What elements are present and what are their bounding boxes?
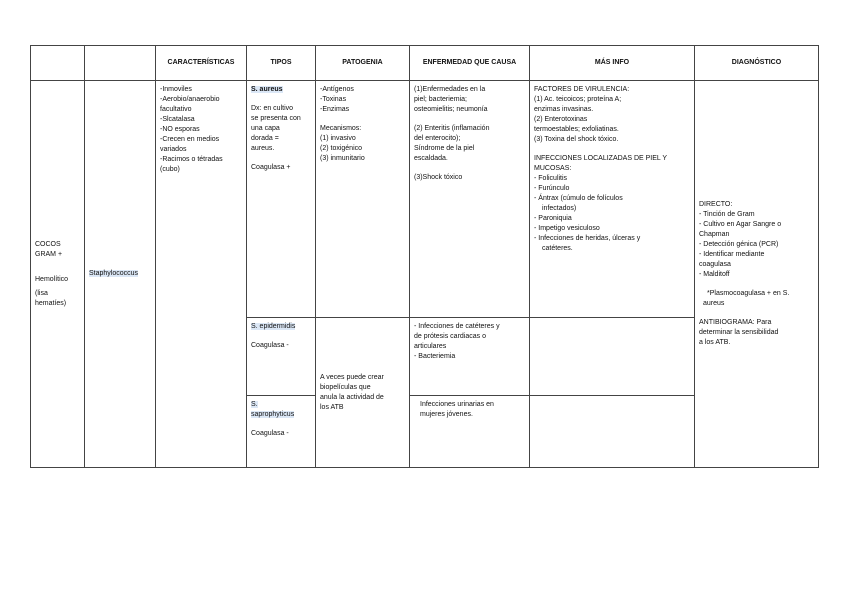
directo-5: - Identificar mediante: [699, 251, 765, 258]
group-line-2: GRAM +: [35, 250, 63, 258]
note-1: *Plasmocoagulasa + en S.: [707, 290, 790, 297]
epidermidis-coag: Coagulasa -: [251, 342, 289, 349]
car-6: -Crecen en medios: [160, 136, 220, 143]
enf-1a: (1)Enfermedades en la: [414, 86, 486, 93]
infeccion-5: - Paroniquia: [534, 215, 572, 222]
enf-1b: piel; bacteriemia;: [414, 96, 467, 103]
aureus-dx-2: se presenta con: [251, 115, 301, 122]
aureus-dx-1: Dx: en cultivo: [251, 105, 294, 112]
pat-item-2: -Toxinas: [320, 96, 347, 103]
enf-2d: escaldada.: [414, 155, 448, 162]
group-line-5: hematíes): [35, 299, 67, 307]
saprophyticus-coag: Coagulasa -: [251, 430, 289, 437]
infeccion-8: catéteres.: [542, 245, 573, 252]
infeccion-2: - Furúnculo: [534, 185, 570, 192]
tipo-aureus-name: S. aureus: [251, 86, 283, 93]
directo-6: coagulasa: [699, 261, 731, 268]
enf-2b: del enterocito);: [414, 135, 461, 142]
tipo-epidermidis-name: S. epidermidis: [251, 323, 296, 330]
infeccion-6: - Impetigo vesiculoso: [534, 225, 600, 232]
antibiograma-1: ANTIBIOGRAMA: Para: [699, 319, 772, 326]
pat-item-1: -Antígenos: [320, 86, 354, 93]
factor-2: enzimas invasinas.: [534, 106, 594, 113]
infecciones-title-1: INFECCIONES LOCALIZADAS DE PIEL Y: [534, 155, 668, 162]
header-empty-2: [85, 46, 156, 81]
header-enfermedad: ENFERMEDAD QUE CAUSA: [410, 46, 530, 81]
genus-label: Staphylococcus: [89, 270, 139, 277]
infeccion-4: infectados): [542, 205, 577, 212]
directo-title: DIRECTO:: [699, 201, 733, 208]
car-4: -Slcatalasa: [160, 116, 195, 123]
car-8: -Racimos o tétradas: [160, 156, 223, 163]
antibiograma-3: a los ATB.: [699, 339, 731, 346]
infeccion-1: - Foliculitis: [534, 175, 568, 182]
tipo-saprophyticus-cell: [247, 396, 316, 468]
factor-1: (1) Ac. teicoicos; proteína A;: [534, 96, 622, 103]
directo-4: - Detección génica (PCR): [699, 241, 779, 248]
pat-mec-2: (2) toxigénico: [320, 145, 363, 152]
staphylococcus-table: [30, 45, 819, 468]
group-line-4: (lisa: [35, 289, 48, 297]
enf-epi-3: articulares: [414, 343, 447, 350]
header-empty-1: [31, 46, 85, 81]
enf-sap-2: mujeres jóvenes.: [420, 411, 473, 418]
directo-3: Chapman: [699, 231, 730, 238]
patogenia-aureus-cell: [316, 81, 410, 318]
caracteristicas-cell: [156, 81, 247, 468]
diagnostico-cell: [695, 81, 819, 468]
tipo-saprophyticus-name-1: S.: [251, 401, 258, 408]
mas-info-saprophyticus-cell: [530, 396, 695, 468]
group-line-3: Hemolítico: [35, 275, 69, 283]
enf-2a: (2) Enteritis (inflamación: [414, 125, 490, 132]
header-caracteristicas: CARACTERÍSTICAS: [156, 46, 247, 81]
pat-shared-3: anula la actividad de: [320, 393, 384, 401]
enf-epi-1: - Infecciones de catéteres y: [414, 323, 500, 330]
header-patogenia: PATOGENIA: [316, 46, 410, 81]
header-tipos: TIPOS: [247, 46, 316, 81]
aureus-dx-4: dorada =: [251, 135, 279, 142]
mas-info-cell: [530, 81, 695, 318]
enf-1c: osteomielitis; neumonía: [414, 106, 488, 113]
infeccion-3: - Ántrax (cúmulo de folículos: [534, 195, 623, 202]
tipo-epidermidis-cell: [247, 318, 316, 396]
enfermedad-epidermidis-cell: [410, 318, 530, 396]
aureus-dx-3: una capa: [251, 125, 280, 132]
car-9: (cubo): [160, 166, 180, 173]
factor-3: (2) Enterotoxinas: [534, 116, 588, 123]
directo-7: - Malditoff: [699, 271, 730, 278]
pat-shared-1: A veces puede crear: [320, 373, 384, 381]
antibiograma-2: determinar la sensibilidad: [699, 329, 779, 336]
pat-mec-1: (1) invasivo: [320, 135, 356, 142]
enfermedad-saprophyticus-cell: [410, 396, 530, 468]
mas-info-epidermidis-cell: [530, 318, 695, 396]
tipo-aureus-cell: [247, 81, 316, 318]
note-2: aureus: [703, 300, 725, 307]
infecciones-title-2: MUCOSAS:: [534, 165, 572, 172]
enfermedad-aureus-cell: [410, 81, 530, 318]
genus-cell: [85, 81, 156, 468]
header-diagnostico: DIAGNÓSTICO: [695, 46, 819, 81]
patogenia-shared-cell: [316, 318, 410, 468]
enf-sap-1: Infecciones urinarias en: [420, 401, 494, 408]
car-3: facultativo: [160, 106, 192, 113]
header-mas-info: MÁS INFO: [530, 46, 695, 81]
enf-epi-2: de prótesis cardiacas o: [414, 333, 486, 340]
factor-5: (3) Toxina del shock tóxico.: [534, 136, 619, 143]
header-row: [31, 46, 819, 81]
row-aureus: [31, 81, 819, 318]
car-2: -Aerobio/anaerobio: [160, 96, 220, 103]
group-cell: [31, 81, 85, 468]
enf-2c: Síndrome de la piel: [414, 145, 475, 152]
car-7: variados: [160, 146, 187, 153]
pat-mec-3: (3) inmunitario: [320, 155, 365, 162]
pat-mecanismos-label: Mecanismos:: [320, 125, 362, 132]
pat-shared-4: los ATB: [320, 403, 344, 411]
car-1: -Inmoviles: [160, 86, 192, 93]
pat-shared-2: biopelículas que: [320, 383, 371, 391]
enf-epi-4: - Bacteriemia: [414, 353, 456, 360]
aureus-coag: Coagulasa +: [251, 164, 291, 171]
pat-item-3: -Enzimas: [320, 106, 350, 113]
enf-3: (3)Shock tóxico: [414, 174, 463, 181]
infeccion-7: - Infecciones de heridas, úlceras y: [534, 235, 641, 242]
aureus-dx-5: aureus.: [251, 145, 275, 152]
directo-2: - Cultivo en Agar Sangre o: [699, 221, 782, 228]
factores-title: FACTORES DE VIRULENCIA:: [534, 86, 630, 93]
tipo-saprophyticus-name-2: saprophyticus: [251, 411, 295, 418]
group-line-1: COCOS: [35, 240, 61, 248]
directo-1: - Tinción de Gram: [699, 211, 755, 218]
factor-4: termoestables; exfoliatinas.: [534, 126, 619, 133]
car-5: -NO esporas: [160, 126, 200, 133]
